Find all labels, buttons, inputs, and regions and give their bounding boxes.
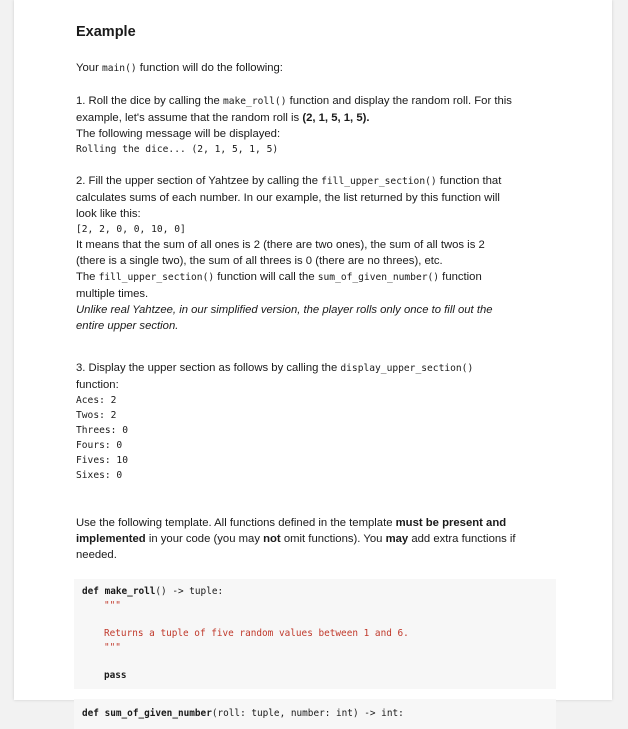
inline-code: display_upper_section() <box>340 363 474 374</box>
template-instructions: Use the following template. All functions defined in the template must be present and implemented in your code (you may not omit functions). You may add extra functions if needed. <box>76 517 516 561</box>
step-2: 2. Fill the upper section of Yahtzee by calling the fill_upper_section() function that calculates sums of each number. In our example, the list returned by this function will look like this: [2, 2, 0, 0, 10, 0] It means that the sum of all ones is 2 (there are two ones), the sum of all twos is 2 (there is a single two), the sum of all threes is 0 (there are no threes), etc. The fill_upper_section() function will call the sum_of_given_number() function multiple times. Unlike real Yahtzee, in our simplified version, the player rolls only once to fill out the entire upper section. <box>76 173 564 334</box>
step-3: 3. Display the upper section as follows by calling the display_upper_section() function: Aces: 2 Twos: 2 Threes: 0 Fours: 0 Fives: 10 Sixes: 0 <box>76 360 564 483</box>
page-title: Example <box>76 24 136 40</box>
document-page <box>14 0 612 719</box>
console-output: Rolling the dice... (2, 1, 5, 1, 5) <box>76 144 279 155</box>
document-content <box>76 22 564 729</box>
upper-section-row: Aces: 2 <box>76 395 117 406</box>
inline-code: make_roll() <box>222 96 287 107</box>
inline-code: main() <box>101 63 137 74</box>
inline-code: sum_of_given_number() <box>317 272 440 283</box>
upper-section-row: Fives: 10 <box>76 455 128 466</box>
step-1: 1. Roll the dice by calling the make_roll() function and display the random roll. For this example, let's assume that the random roll is (2, 1, 5, 1, 5). The following message will be displayed: Rolling the dice... (2, 1, 5, 1, 5) <box>76 93 564 157</box>
inline-code: fill_upper_section() <box>98 272 215 283</box>
list-output: [2, 2, 0, 0, 10, 0] <box>76 224 186 235</box>
function-name: sum_of_given_number <box>104 708 212 719</box>
code-block-sum-of-given-number: def sum_of_given_number(roll: tuple, number: int) -> int: <box>74 699 556 729</box>
inline-code: fill_upper_section() <box>321 176 437 187</box>
upper-section-row: Threes: 0 <box>76 425 128 436</box>
upper-section-row: Twos: 2 <box>76 410 117 421</box>
docstring: Returns a tuple of five random values between 1 and 6. <box>104 628 409 639</box>
note-italic: Unlike real Yahtzee, in our simplified version, the player rolls only once to fill out the <box>76 304 493 316</box>
upper-section-row: Sixes: 0 <box>76 470 123 481</box>
intro-paragraph: Your main() function will do the following: <box>76 62 283 74</box>
note-italic: entire upper section. <box>76 320 179 332</box>
code-block-make-roll: def make_roll() -> tuple: """ Returns a tuple of five random values between 1 and 6. """ pass <box>74 579 556 689</box>
function-name: make_roll <box>104 586 156 597</box>
upper-section-row: Fours: 0 <box>76 440 123 451</box>
